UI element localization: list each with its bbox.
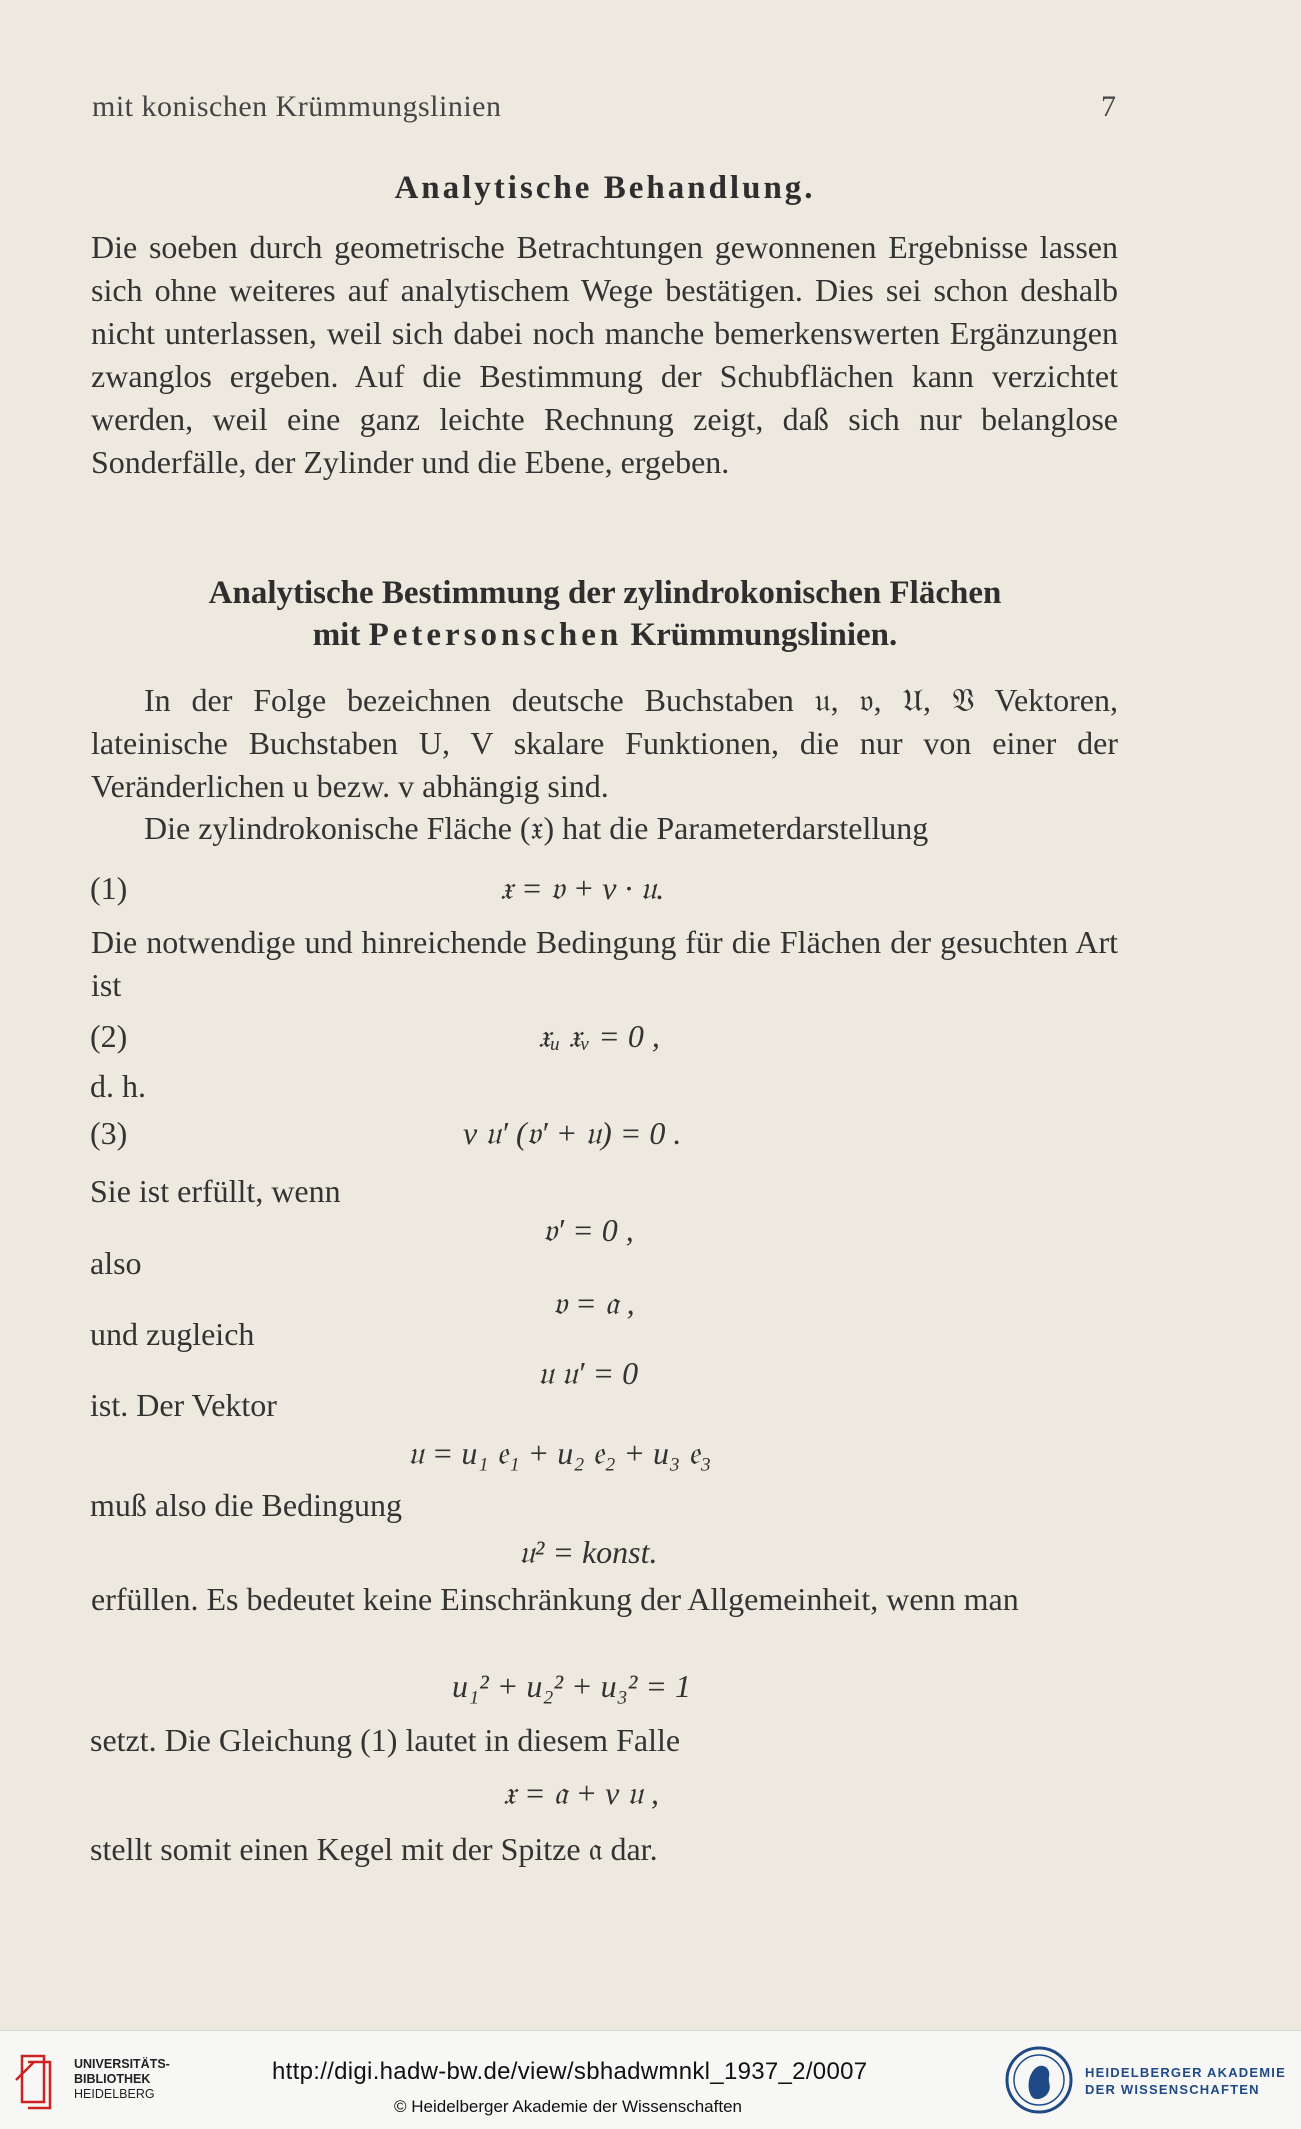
equation-7: 𝔲 = u₁ 𝔢₁ + u₂ 𝔢₂ + u₃ 𝔢₃	[408, 1435, 712, 1471]
equation-1: 𝔵 = 𝔳 + v · 𝔲.	[500, 870, 665, 906]
equation-3: v 𝔲′ (𝔳′ + 𝔲) = 0 .	[463, 1115, 682, 1151]
equation-number-3: (3)	[90, 1115, 128, 1151]
section-heading-line1: Analytische Bestimmung der zylindrokonischen Flächen	[208, 575, 1002, 611]
equation-number-1: (1)	[90, 870, 128, 906]
equation-5: 𝔳 = 𝔞 ,	[553, 1285, 635, 1321]
permalink-url[interactable]: http://digi.hadw-bw.de/view/sbhadwmnkl_1937_2/0007	[272, 2058, 868, 2085]
page-number: 7	[1101, 90, 1116, 123]
equation-reads-text: setzt. Die Gleichung (1) lautet in diesem Falle	[90, 1722, 681, 1758]
equation-4: 𝔳′ = 0 ,	[543, 1212, 634, 1248]
section-heading	[0, 572, 1210, 656]
heading-name: Petersonschen	[368, 617, 623, 653]
generality-paragraph: erfüllen. Es bedeutet keine Einschränkung der Allgemeinheit, wenn man	[91, 1581, 1019, 1617]
academy-line-1: HEIDELBERGER AKADEMIE	[1085, 2065, 1286, 2080]
equation-9: u₁² + u₂² + u₃² = 1	[452, 1668, 691, 1704]
university-library-name	[74, 2057, 170, 2102]
vector-text: ist. Der Vektor	[90, 1387, 277, 1423]
condition-text: muß also die Bedingung	[90, 1487, 402, 1523]
running-title: mit konischen Krümmungslinien	[92, 90, 502, 123]
university-library-logo-icon	[14, 2050, 64, 2112]
equation-10: 𝔵 = 𝔞 + v 𝔲 ,	[503, 1775, 660, 1811]
section-heading-line2	[0, 614, 1210, 656]
parameter-paragraph: Die zylindrokonische Fläche (𝔵) hat die Parameterdarstellung	[144, 810, 929, 846]
equation-number-2: (2)	[90, 1018, 128, 1054]
academy-name	[1085, 2064, 1286, 2098]
condition-paragraph: Die notwendige und hinreichende Bedingung für die Flächen der gesuchten Art ist	[91, 924, 1118, 1003]
section-title: Analytische Behandlung.	[394, 170, 816, 206]
library-line-2: BIBLIOTHEK	[74, 2072, 151, 2086]
equation-6: 𝔲 𝔲′ = 0	[538, 1355, 639, 1391]
library-line-3: HEIDELBERG	[74, 2087, 155, 2101]
academy-line-2: DER WISSENSCHAFTEN	[1085, 2082, 1260, 2097]
heading-suffix: Krümmungslinien.	[622, 617, 898, 653]
library-line-1: UNIVERSITÄTS-	[74, 2057, 170, 2071]
definition-paragraph: In der Folge bezeichnen deutsche Buchstaben 𝔲, 𝔳, 𝔘, 𝔙 Vektoren, lateinische Buchstaben U, V skalare Funktionen, die nur von einer der Veränderlichen u bezw. v abhängig sind.	[91, 682, 1118, 804]
copyright-notice: © Heidelberger Akademie der Wissenschaften	[394, 2097, 742, 2116]
dh-label: d. h.	[90, 1068, 146, 1104]
also-text: also	[90, 1245, 142, 1281]
intro-paragraph: Die soeben durch geometrische Betrachtungen gewonnenen Ergebnisse lassen sich ohne weiteres auf analytischem Wege bestätigen. Dies sei schon deshalb nicht unterlassen, weil sich dabei noch manche bemerkenswerten Ergänzungen zwanglos ergeben. Auf die Bestimmung der Schubflächen kann verzichtet werden, weil eine ganz leichte Rechnung zeigt, daß sich nur belanglose Sonderfälle, der Zylinder und die Ebene, ergeben.	[91, 229, 1118, 480]
heading-prefix: mit	[312, 617, 369, 653]
simultaneously-text: und zugleich	[90, 1316, 255, 1352]
cone-text: stellt somit einen Kegel mit der Spitze 𝔞 dar.	[90, 1831, 658, 1867]
academy-seal-icon	[1004, 2045, 1074, 2115]
fulfilled-text: Sie ist erfüllt, wenn	[90, 1173, 341, 1209]
equation-8: 𝔲² = konst.	[519, 1534, 658, 1570]
equation-2: 𝔵ᵤ 𝔵ᵥ = 0 ,	[538, 1018, 660, 1054]
